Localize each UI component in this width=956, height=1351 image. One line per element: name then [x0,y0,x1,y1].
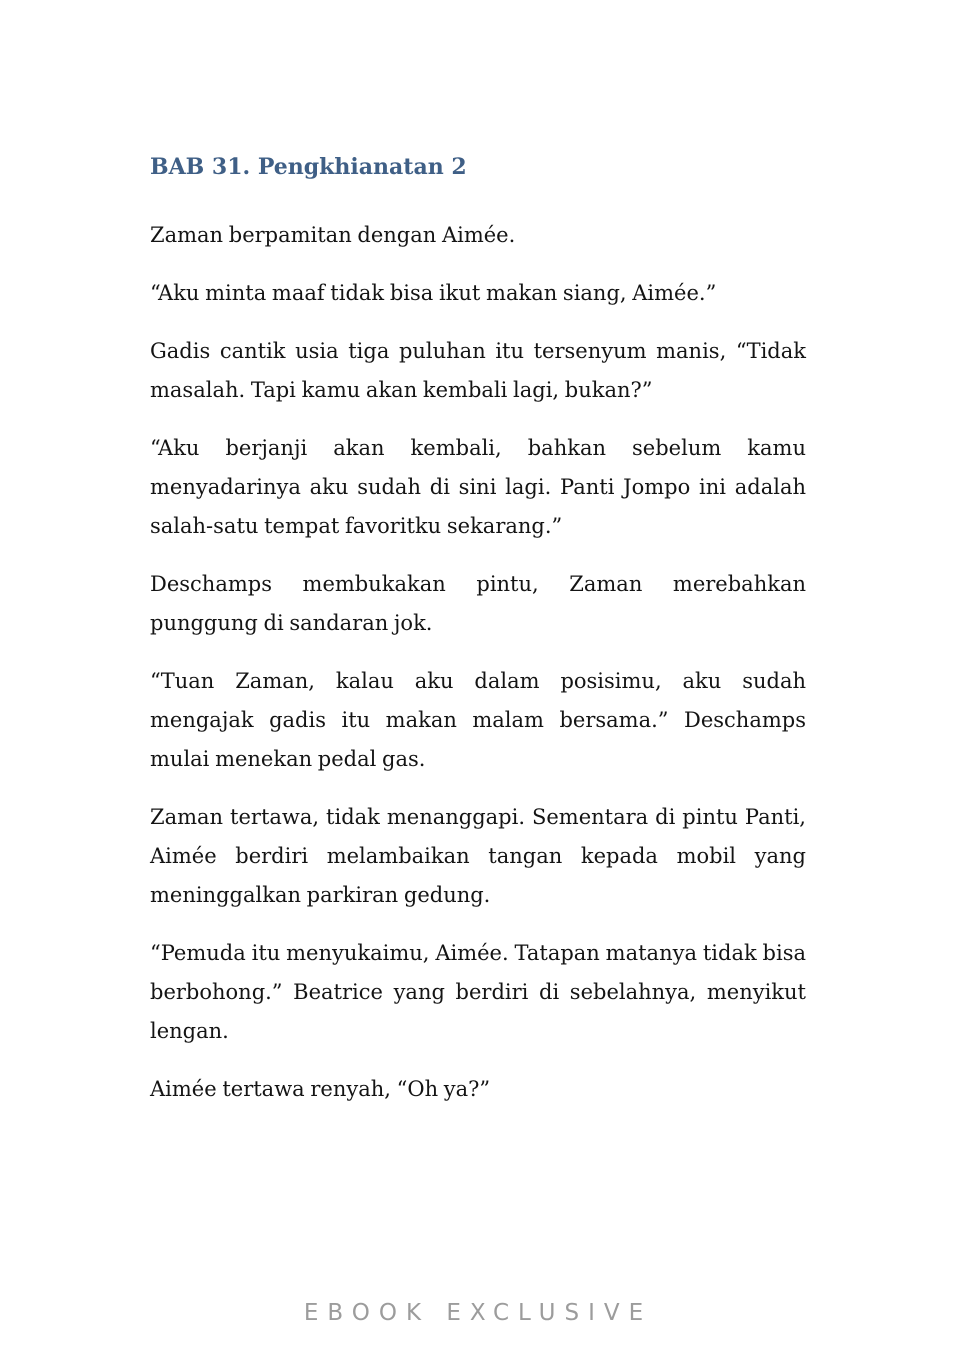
paragraph-5: Deschamps membukakan pintu, Zaman merebahkan punggung di sandaran jok. [150,572,806,635]
chapter-body [150,216,806,1128]
paragraph-8: “Pemuda itu menyukaimu, Aimée. Tatapan matanya tidak bisa berbohong.” Beatrice yang berdiri di sebelahnya, menyikut lengan. [150,941,806,1043]
paragraph-2: “Aku minta maaf tidak bisa ikut makan siang, Aimée.” [150,281,717,305]
paragraph-7: Zaman tertawa, tidak menanggapi. Sementara di pintu Panti, Aimée berdiri melambaikan tangan kepada mobil yang meninggalkan parkiran gedung. [150,805,806,907]
paragraph-4: “Aku berjanji akan kembali, bahkan sebelum kamu menyadarinya aku sudah di sini lagi. Panti Jompo ini adalah salah-satu tempat favoritku sekarang.” [150,436,806,538]
chapter-title: BAB 31. Pengkhianatan 2 [150,154,467,180]
document-page [150,0,806,1351]
paragraph-1: Zaman berpamitan dengan Aimée. [150,223,516,247]
paragraph-6: “Tuan Zaman, kalau aku dalam posisimu, aku sudah mengajak gadis itu makan malam bersama.” Deschamps mulai menekan pedal gas. [150,669,806,771]
paragraph-9: Aimée tertawa renyah, “Oh ya?” [150,1077,491,1101]
footer-label: EBOOK EXCLUSIVE [303,1300,653,1326]
paragraph-3: Gadis cantik usia tiga puluhan itu tersenyum manis, “Tidak masalah. Tapi kamu akan kembali lagi, bukan?” [150,339,806,402]
